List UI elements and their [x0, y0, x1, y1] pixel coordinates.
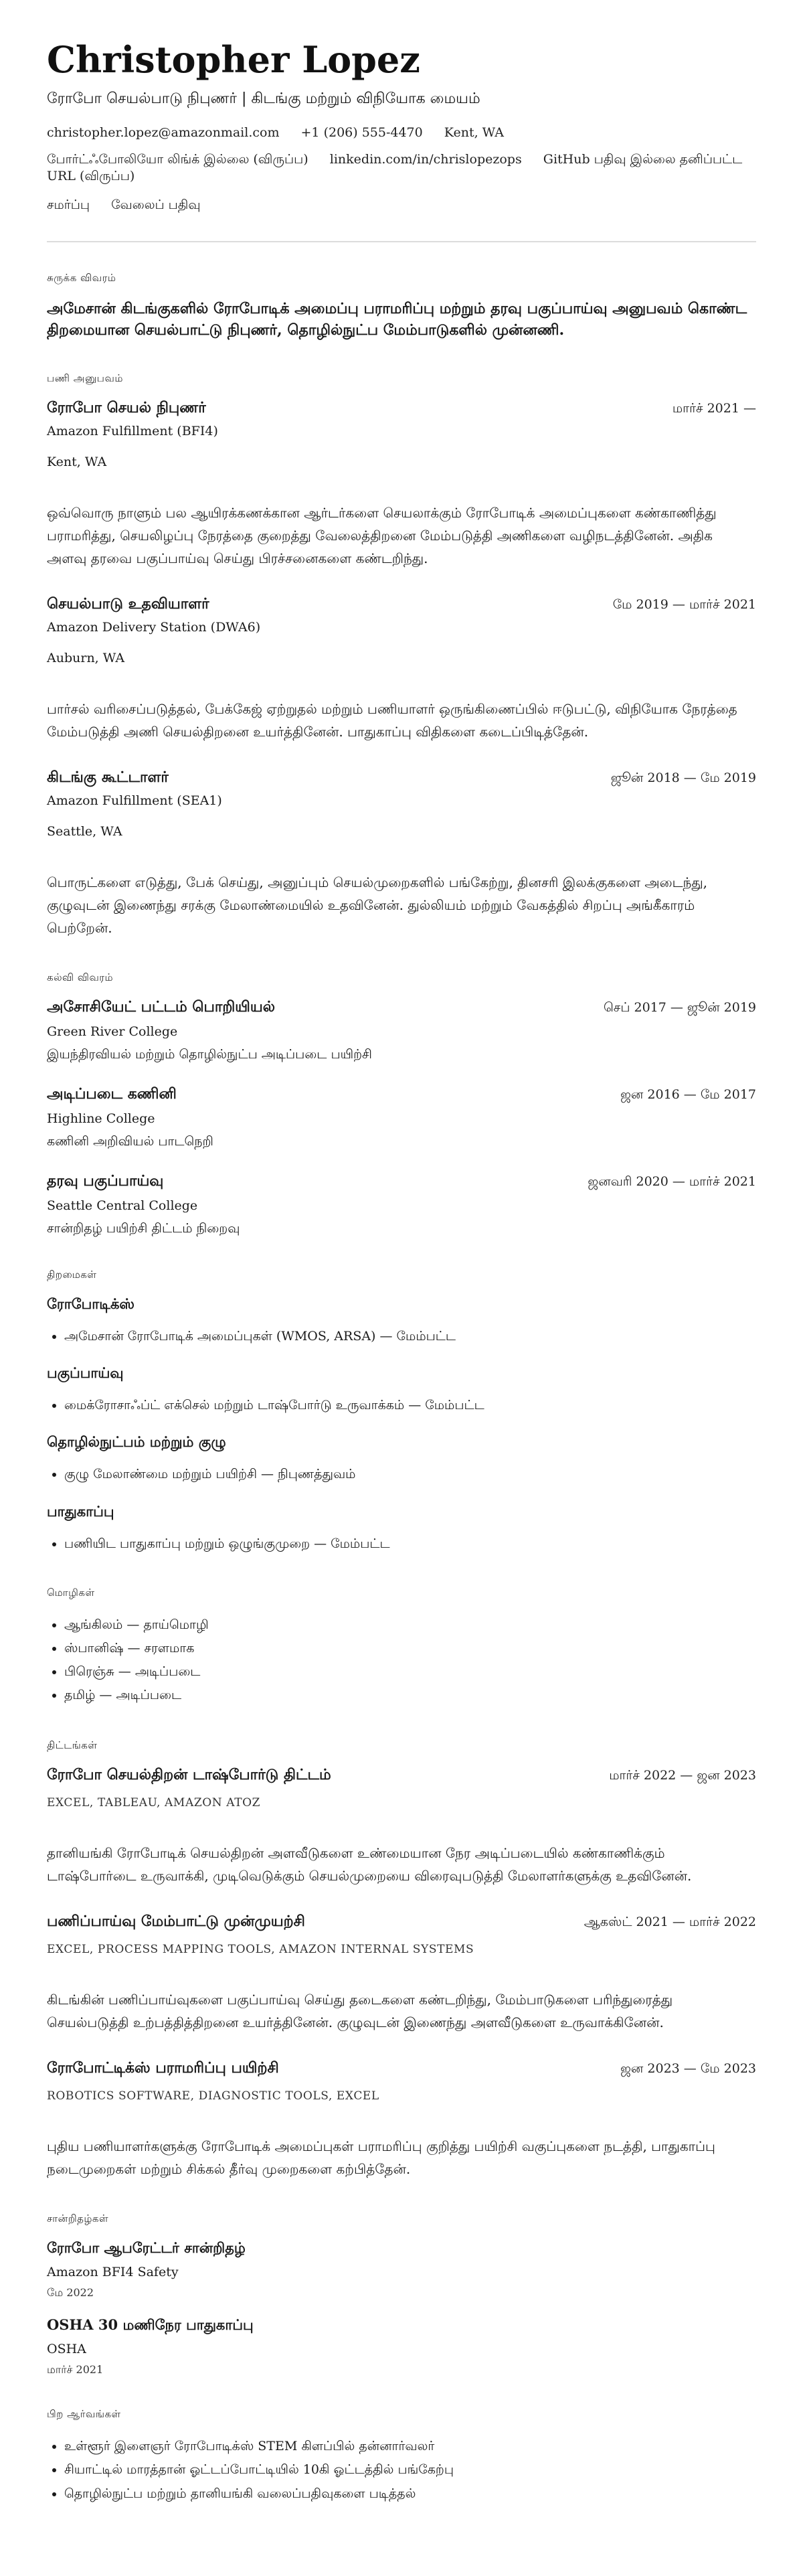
extra-link-1[interactable]: சமர்ப்பு	[47, 197, 90, 213]
summary-section-title: சுருக்க விவரம்	[47, 272, 116, 285]
skill-item: • மைக்ரோசாஃப்ட் எக்செல் மற்றும் டாஷ்போர்டு உருவாக்கம் — மேம்பட்ட	[64, 1394, 756, 1417]
project-title: ரோபோட்டிக்ஸ் பராமரிப்பு பயிற்சி	[47, 2059, 279, 2077]
experience-entry	[47, 399, 756, 570]
phone-text: +1 (206) 555-4470	[300, 125, 423, 141]
contact-row-links	[47, 152, 756, 185]
job-company: Amazon Fulfillment (BFI4)	[47, 424, 218, 439]
header-divider	[47, 241, 756, 242]
interests-list	[47, 2435, 756, 2505]
education-date: செப் 2017 — ஜூன் 2019	[604, 1000, 756, 1016]
candidate-name: Christopher Lopez	[47, 38, 420, 81]
certifications-section-title: சான்றிதழ்கள்	[47, 2212, 109, 2225]
language-item: • பிரெஞ்சு — அடிப்படை	[64, 1660, 756, 1684]
certification-entry	[47, 2316, 756, 2377]
job-title: செயல்பாடு உதவியாளர்	[47, 595, 209, 613]
education-entry	[47, 998, 756, 1064]
location-text: Kent, WA	[444, 125, 504, 141]
extra-link-2[interactable]: வேலைப் பதிவு	[111, 197, 201, 213]
interest-item: • சியாட்டில் மாரத்தான் ஓட்டப்போட்டியில் 10கி ஓட்டத்தில் பங்கேற்பு	[64, 2458, 756, 2482]
job-title: ரோபோ செயல் நிபுணர்	[47, 399, 206, 417]
project-date: ஆகஸ்ட் 2021 — மார்ச் 2022	[584, 1915, 756, 1930]
skill-group-title: பகுப்பாய்வு	[47, 1364, 124, 1382]
projects-section-title: திட்டங்கள்	[47, 1739, 98, 1752]
project-date: மார்ச் 2022 — ஜன 2023	[609, 1768, 756, 1783]
education-detail: இயந்திரவியல் மற்றும் தொழில்நுட்ப அடிப்படை பயிற்சி	[47, 1047, 372, 1062]
job-location: Seattle, WA	[47, 824, 122, 839]
linkedin-link[interactable]: linkedin.com/in/chrislopezops	[329, 152, 522, 167]
languages-section-title: மொழிகள்	[47, 1586, 95, 1599]
project-description: தானியங்கி ரோபோடிக் செயல்திறன் அளவீடுகளை உண்மையான நேர அடிப்படையில் கண்காணிக்கும் டாஷ்போர்டை உருவாக்கி, முடிவெடுக்கும் செயல்முறையை விரைவுபடுத்தி மேலாளர்களுக்கு உதவினேன்.	[47, 1845, 692, 1884]
skill-group	[47, 1433, 756, 1486]
language-item: • தமிழ் — அடிப்படை	[64, 1684, 756, 1707]
job-date: ஜூன் 2018 — மே 2019	[610, 771, 756, 786]
job-title: கிடங்கு கூட்டாளர்	[47, 769, 169, 787]
job-description: ஒவ்வொரு நாளும் பல ஆயிரக்கணக்கான ஆர்டர்களை செயலாக்கும் ரோபோடிக் அமைப்புகளை கண்காணித்து பராமரித்து, செயலிழப்பு நேரத்தை குறைத்து வேலைத்திறனை மேம்படுத்தி அணிகளை வழிநடத்தினேன். அதிக அளவு தரவை பகுப்பாய்வு செய்து பிரச்சனைகளை கண்டறிந்து.	[47, 505, 717, 567]
portfolio-link[interactable]: போர்ட்ஃபோலியோ லிங்க் இல்லை (விருப்ப)	[47, 152, 308, 167]
project-date: ஜன 2023 — மே 2023	[620, 2061, 756, 2077]
interests-section-title: பிற ஆர்வங்கள்	[47, 2408, 121, 2421]
school-name: Seattle Central College	[47, 1198, 198, 1214]
job-date: மே 2019 — மார்ச் 2021	[612, 597, 756, 613]
resume-container	[47, 40, 756, 2506]
job-description: பொருட்களை எடுத்து, பேக் செய்து, அனுப்பும் செயல்முறைகளில் பங்கேற்று, தினசரி இலக்குகளை அடைந்து, குழுவுடன் இணைந்து சரக்கு மேலாண்மையில் உதவினேன். துல்லியம் மற்றும் வேகத்தில் சிறப்பு அங்கீகாரம் பெற்றேன்.	[47, 874, 708, 937]
job-description: பார்சல் வரிசைப்படுத்தல், பேக்கேஜ் ஏற்றுதல் மற்றும் பணியாளர் ஒருங்கிணைப்பில் ஈடுபட்டு, விநியோக நேரத்தை மேம்படுத்தி அணி செயல்திறனை உயர்த்தினேன். பாதுகாப்பு விதிகளை கடைப்பிடித்தேன்.	[47, 701, 737, 740]
experience-section-title: பணி அனுபவம்	[47, 372, 123, 385]
degree-title: அசோசியேட் பட்டம் பொறியியல்	[47, 998, 275, 1016]
skill-group-title: பாதுகாப்பு	[47, 1502, 114, 1520]
skill-group	[47, 1503, 756, 1556]
job-location: Kent, WA	[47, 455, 107, 470]
experience-entry	[47, 769, 756, 939]
education-entry	[47, 1172, 756, 1238]
summary-text: அமேசான் கிடங்குகளில் ரோபோடிக் அமைப்பு பராமரிப்பு மற்றும் தரவு பகுப்பாய்வு அனுபவம் கொண்ட திறமையான செயல்பாட்டு நிபுணர், தொழில்நுட்ப மேம்பாடுகளில் முன்னணி.	[47, 300, 747, 339]
education-date: ஜன 2016 — மே 2017	[620, 1087, 756, 1103]
languages-list	[47, 1613, 756, 1708]
skill-item: • அமேசான் ரோபோடிக் அமைப்புகள் (WMOS, ARSA) — மேம்பட்ட	[64, 1325, 756, 1348]
skill-group-title: தொழில்நுட்பம் மற்றும் குழு	[47, 1433, 226, 1451]
headline: ரோபோ செயல்பாடு நிபுணர் | கிடங்கு மற்றும் விநியோக மையம்	[47, 90, 480, 108]
github-link[interactable]: GitHub பதிவு இல்லை தனிப்பட்ட URL (விருப்ப)	[47, 152, 743, 184]
school-name: Highline College	[47, 1111, 155, 1127]
job-date: மார்ச் 2021 —	[672, 401, 756, 416]
project-tools: EXCEL, TABLEAU, AMAZON ATOZ	[47, 1796, 261, 1810]
education-section-title: கல்வி விவரம்	[47, 971, 114, 984]
project-entry	[47, 1766, 756, 1887]
languages-list-wrap	[47, 1613, 756, 1708]
certification-date: மே 2022	[47, 2286, 94, 2300]
skill-item: • குழு மேலாண்மை மற்றும் பயிற்சி — நிபுணத்துவம்	[64, 1463, 756, 1486]
job-location: Auburn, WA	[47, 651, 125, 666]
project-title: பணிப்பாய்வு மேம்பாட்டு முன்முயற்சி	[47, 1913, 305, 1931]
job-company: Amazon Delivery Station (DWA6)	[47, 620, 261, 635]
certification-entry	[47, 2239, 756, 2300]
certification-issuer: Amazon BFI4 Safety	[47, 2265, 179, 2280]
skill-group	[47, 1364, 756, 1417]
skill-group	[47, 1295, 756, 1348]
certification-title: ரோபோ ஆபரேட்டர் சான்றிதழ்	[47, 2239, 246, 2257]
project-description: புதிய பணியாளர்களுக்கு ரோபோடிக் அமைப்புகள் பராமரிப்பு குறித்து பயிற்சி வகுப்புகளை நடத்தி, பாதுகாப்பு நடைமுறைகள் மற்றும் சிக்கல் தீர்வு முறைகளை கற்பித்தேன்.	[47, 2138, 715, 2178]
education-date: ஜனவரி 2020 — மார்ச் 2021	[588, 1174, 756, 1190]
certification-title: OSHA 30 மணிநேர பாதுகாப்பு	[47, 2316, 254, 2334]
skills-section-title: திறமைகள்	[47, 1269, 97, 1281]
education-detail: கணினி அறிவியல் பாடநெறி	[47, 1134, 213, 1149]
certification-issuer: OSHA	[47, 2342, 86, 2357]
email-link[interactable]: christopher.lopez@amazonmail.com	[47, 125, 280, 141]
school-name: Green River College	[47, 1024, 178, 1040]
skill-item: • பணியிட பாதுகாப்பு மற்றும் ஒழுங்குமுறை — மேம்பட்ட	[64, 1532, 756, 1556]
project-tools: ROBOTICS SOFTWARE, DIAGNOSTIC TOOLS, EXCEL	[47, 2089, 379, 2103]
project-tools: EXCEL, PROCESS MAPPING TOOLS, AMAZON INTERNAL SYSTEMS	[47, 1943, 474, 1957]
certification-date: மார்ச் 2021	[47, 2363, 104, 2377]
degree-title: அடிப்படை கணினி	[47, 1085, 177, 1103]
interest-item: • தொழில்நுட்ப மற்றும் தானியங்கி வலைப்பதிவுகளை படித்தல்	[64, 2482, 756, 2506]
language-item: • ஆங்கிலம் — தாய்மொழி	[64, 1613, 756, 1637]
project-description: கிடங்கின் பணிப்பாய்வுகளை பகுப்பாய்வு செய்து தடைகளை கண்டறிந்து, மேம்பாடுகளை பரிந்துரைத்து செயல்படுத்தி உற்பத்தித்திறனை உயர்த்தினேன். குழுவுடன் இணைந்து அளவீடுகளை உருவாக்கினேன்.	[47, 1992, 673, 2031]
contact-row-primary	[47, 125, 756, 140]
language-item: • ஸ்பானிஷ் — சரளமாக	[64, 1637, 756, 1660]
job-company: Amazon Fulfillment (SEA1)	[47, 793, 222, 809]
project-entry	[47, 2059, 756, 2180]
education-detail: சான்றிதழ் பயிற்சி திட்டம் நிறைவு	[47, 1221, 240, 1236]
skill-group-title: ரோபோடிக்ஸ்	[47, 1295, 135, 1313]
degree-title: தரவு பகுப்பாய்வு	[47, 1172, 164, 1190]
education-entry	[47, 1085, 756, 1151]
project-title: ரோபோ செயல்திறன் டாஷ்போர்டு திட்டம்	[47, 1766, 331, 1784]
interest-item: • உள்ளூர் இளைஞர் ரோபோடிக்ஸ் STEM கிளப்பில் தன்னார்வலர்	[64, 2435, 756, 2458]
project-entry	[47, 1913, 756, 2034]
experience-entry	[47, 595, 756, 743]
contact-row-extra	[47, 197, 756, 214]
